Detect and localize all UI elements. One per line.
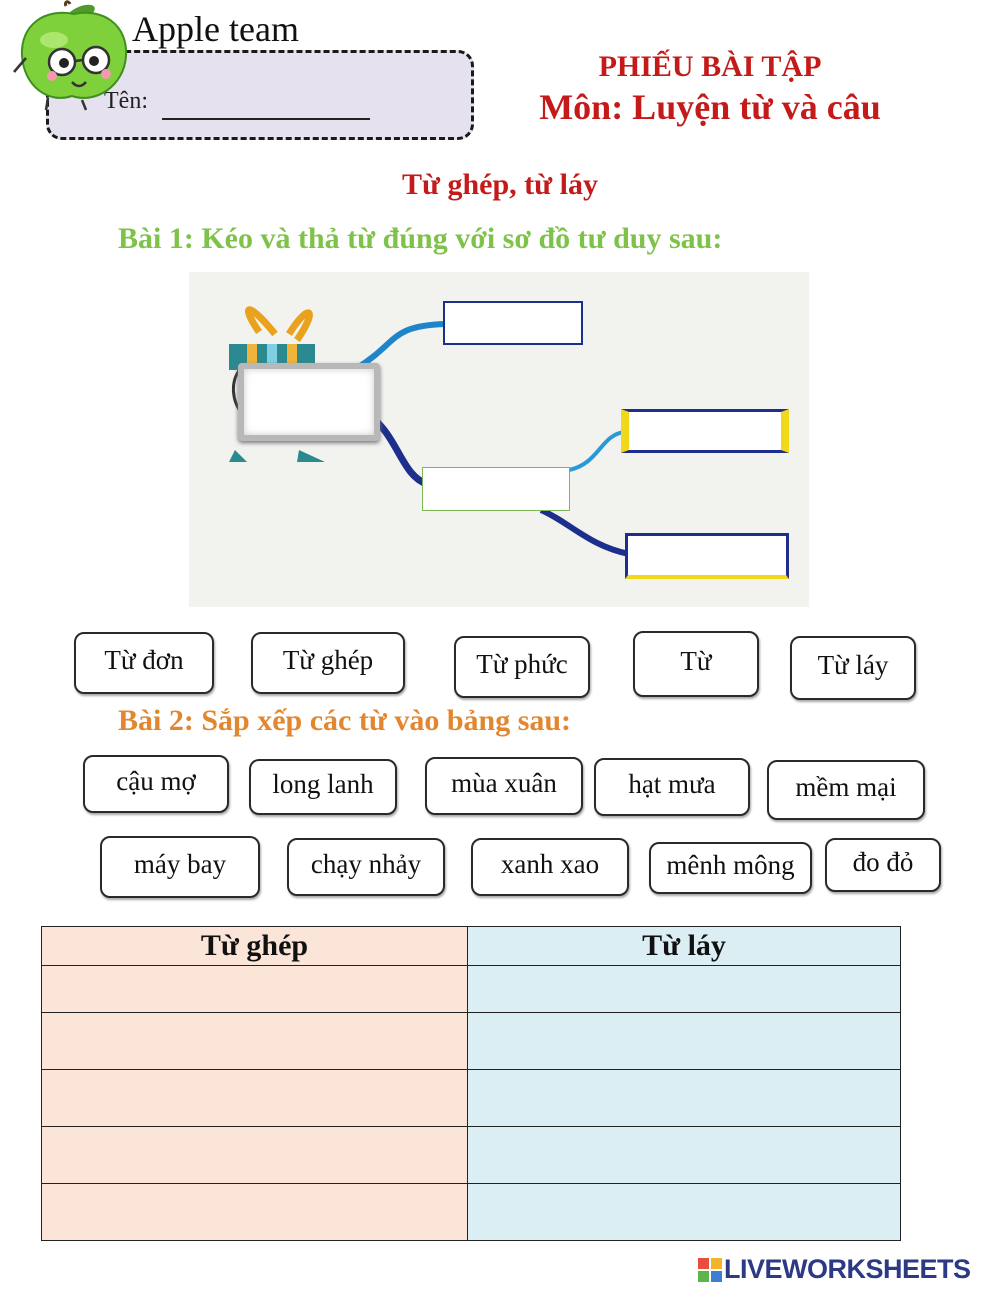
- drop-zone-top[interactable]: [443, 301, 583, 345]
- word-card[interactable]: Từ: [633, 631, 759, 697]
- word-card[interactable]: mùa xuân: [425, 757, 583, 815]
- table-row: [42, 966, 901, 1013]
- column-header-tu-lay: Từ láy: [468, 927, 901, 966]
- drop-cell[interactable]: [42, 1127, 468, 1184]
- word-card[interactable]: mềm mại: [767, 760, 925, 820]
- drop-zone-middle[interactable]: [422, 467, 570, 511]
- drop-cell[interactable]: [468, 1127, 901, 1184]
- exercise-1-heading: Bài 1: Kéo và thả từ đúng với sơ đồ tư duy sau:: [118, 222, 723, 255]
- drop-cell[interactable]: [42, 1013, 468, 1070]
- name-label: Tên:: [104, 88, 148, 114]
- table-row: [42, 1127, 901, 1184]
- mind-map: [189, 272, 809, 607]
- sorting-table: [41, 926, 901, 1241]
- apple-mascot-icon: [6, 0, 136, 112]
- word-card[interactable]: máy bay: [100, 836, 260, 898]
- exercise-2-heading: Bài 2: Sắp xếp các từ vào bảng sau:: [118, 704, 572, 737]
- word-card[interactable]: chạy nhảy: [287, 838, 445, 896]
- word-card[interactable]: hạt mưa: [594, 758, 750, 816]
- word-card[interactable]: cậu mợ: [83, 755, 229, 813]
- worksheet-title: PHIẾU BÀI TẬP: [598, 50, 822, 83]
- word-card[interactable]: Từ đơn: [74, 632, 214, 694]
- drop-cell[interactable]: [468, 1070, 901, 1127]
- drop-cell[interactable]: [42, 966, 468, 1013]
- column-header-tu-ghep: Từ ghép: [42, 927, 468, 966]
- drop-cell[interactable]: [42, 1184, 468, 1241]
- table-header-row: [42, 927, 901, 966]
- team-label: Apple team: [132, 9, 299, 49]
- word-card[interactable]: Từ láy: [790, 636, 916, 700]
- name-input-line[interactable]: [162, 118, 370, 120]
- drop-cell[interactable]: [468, 1013, 901, 1070]
- topic-title: Từ ghép, từ láy: [401, 168, 599, 201]
- drop-cell[interactable]: [468, 966, 901, 1013]
- drop-zone-right-top[interactable]: [621, 409, 789, 453]
- word-card[interactable]: mênh mông: [649, 842, 812, 894]
- drop-cell[interactable]: [468, 1184, 901, 1241]
- table-row: [42, 1013, 901, 1070]
- word-card[interactable]: Từ phức: [454, 636, 590, 698]
- liveworksheets-brand: LIVEWORKSHEETS: [724, 1254, 971, 1284]
- drop-cell[interactable]: [42, 1070, 468, 1127]
- table-row: [42, 1070, 901, 1127]
- word-card[interactable]: long lanh: [249, 759, 397, 815]
- word-card[interactable]: xanh xao: [471, 838, 629, 896]
- word-card[interactable]: đo đỏ: [825, 838, 941, 892]
- drop-zone-center[interactable]: [238, 363, 380, 441]
- drop-zone-right-bottom[interactable]: [625, 533, 789, 579]
- liveworksheets-logo-icon: [698, 1258, 722, 1282]
- table-row: [42, 1184, 901, 1241]
- word-card[interactable]: Từ ghép: [251, 632, 405, 694]
- subject-title: Môn: Luyện từ và câu: [539, 87, 881, 127]
